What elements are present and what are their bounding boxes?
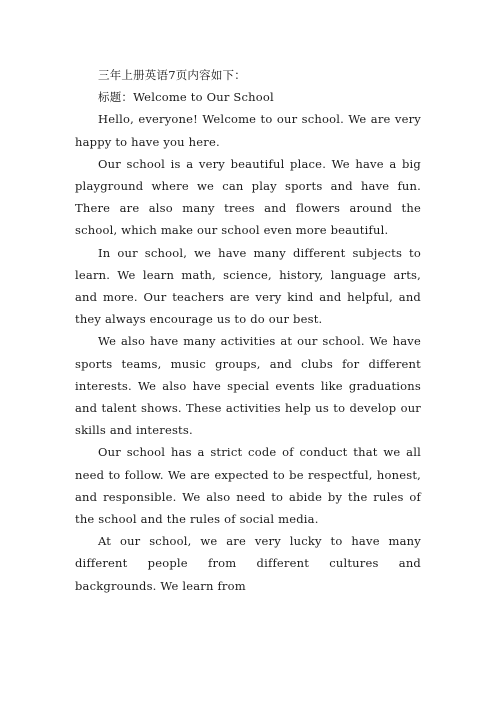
paragraph-greeting: Hello, everyone! Welcome to our school. We are very happy to have you here. (75, 112, 421, 149)
intro-line: 三年上册英语7页内容如下： (98, 68, 246, 82)
paragraph-diversity: At our school, we are very lucky to have many different people from different cultures and backgrounds. We learn from (75, 534, 421, 593)
paragraph-subjects: In our school, we have many different subjects to learn. We learn math, science, history, language arts, and more. Our teachers are very kind and helpful, and they always encourage us to do our best. (75, 245, 421, 327)
paragraph-activities: We also have many activities at our school. We have sports teams, music groups, and clubs for different interests. We also have special events like graduations and talent shows. These activities help us to develop our skills and interests. (75, 334, 421, 438)
paragraph-campus: Our school is a very beautiful place. We have a big playground where we can play sports and have fun. There are also many trees and flowers around the school, which make our school even more beautiful. (75, 156, 421, 238)
paragraph-conduct: Our school has a strict code of conduct that we all need to follow. We are expected to be respectful, honest, and responsible. We also need to abide by the rules of the school and the rules of social media. (75, 445, 421, 527)
title-line: 标题：Welcome to Our School (98, 90, 274, 105)
